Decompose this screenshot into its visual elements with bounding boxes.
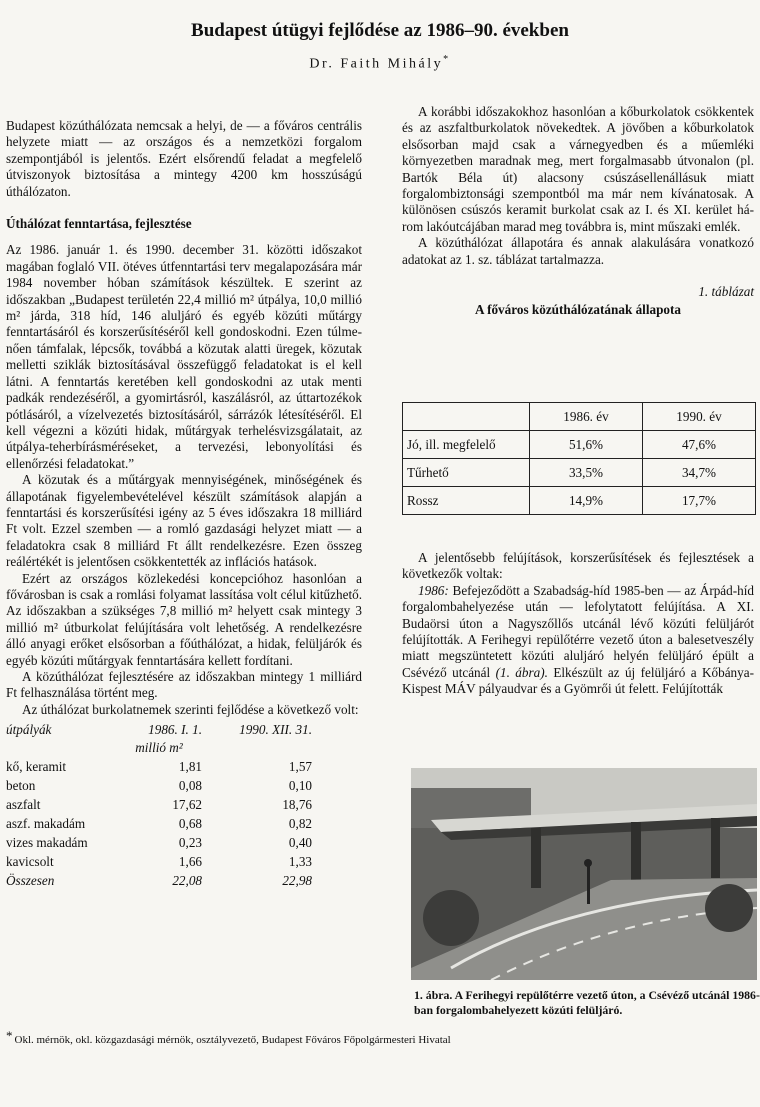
body-paragraph: A közúthálózat állapotára és annak alakulására vonatkozó adatokat az 1. sz. táblázat tartalmazza. — [402, 235, 754, 267]
table-number: 1. táblázat — [698, 284, 754, 300]
table-row — [6, 833, 312, 852]
cell: kavicsolt — [6, 854, 54, 870]
header-cell: 1990. XII. 31. — [239, 722, 312, 738]
footnote-text: Okl. mérnök, okl. közgazdasági mérnök, osztályvezető, Budapest Főváros Főpolgármesteri Hivatal — [14, 1034, 451, 1046]
author-line — [0, 54, 760, 73]
cell: 0,08 — [178, 778, 202, 794]
cell: 22,98 — [282, 873, 312, 889]
cell: Tűrhető — [403, 459, 530, 487]
body-paragraph: A korábbi időszakokhoz hasonlóan a kőburkolatok csökkentek és az aszfaltburkolatok növekedtek. A jövőben a kőburkolatok elsősorban majd csak a várnegyedben és a műemléki környezetben maradnak meg, mert forgalmasabb útvonalon (pl. Bartók Béla út) alacsony csúszásellenállásuk miatt forgalombiztonsági szempontból ma már nem kívánatosak. A különösen csúszós keramit burkolat csak az I. és XI. kerület három lakóutcájában marad meg továbbra is, mint műszaki emlék. — [402, 104, 754, 234]
header-cell: 1990. év — [643, 403, 756, 431]
cell: kő, keramit — [6, 759, 67, 775]
author-footnote-mark: * — [443, 54, 451, 65]
body-paragraph-1986 — [402, 583, 754, 698]
body-paragraph: A közutak és a műtárgyak mennyiségének, minőségének és állapotának figyelembevételével készült számítások alapján a fenntartási és korszerűsítési igény az 5 éves időszakra 18 milliárd Ft volt. Ezzel szemben — a romló gazdasági helyzet miatt — a feladatokra csak 8 milliárd Ft állt rendelkezésre. Ezen összeg reálértékét is jelentősen csökkentették az inflációs hatások. — [6, 472, 362, 570]
body-paragraph: Az úthálózat burkolatnemek szerinti fejlődése a következő volt: — [22, 701, 359, 717]
article-title: Budapest útügyi fejlődése az 1986–90. években — [191, 20, 569, 41]
cell: 1,33 — [288, 854, 312, 870]
overpass-photo — [411, 768, 757, 980]
cell: 0,23 — [178, 835, 202, 851]
right-column — [402, 104, 754, 319]
cell: 1,81 — [178, 759, 202, 775]
cell: 18,76 — [282, 797, 312, 813]
unit-row — [6, 739, 312, 757]
table-row — [403, 431, 756, 459]
left-column — [6, 118, 362, 890]
footnote-mark: * — [6, 1028, 13, 1043]
header-cell: 1986. I. 1. — [148, 722, 202, 738]
section-heading: Úthálózat fenntartása, fejlesztése — [6, 216, 192, 232]
table-row — [403, 487, 756, 515]
cell: 22,08 — [172, 873, 202, 889]
right-column-lower — [402, 550, 754, 698]
cell: 34,7% — [643, 459, 756, 487]
body-paragraph: Az 1986. január 1. és 1990. december 31. közötti időszakot magában foglaló VII. ötéves útfenntartási terv megalapozására már 1984 november hóban számítások készültek. E szerint az időszakban „Budapest területén 22,4 millió m² útpálya, 10,0 millió m² járda, 318 híd, 146 aluljáró és egyéb közúti műtárgy fenntartásáról és korszerűsítéséről kell gondoskodni. Ezen túlmenően támfalak, lépcsők, továbbá a közutak alatti üregek, közutak melletti sziklák biztosításával összefüggő feladatokat is el kell látni. A fenntartás keretében kell gondoskodni az utak menti padkák rendezéséről, a gyomirtásról, kaszálásról, az úttartozékok pótlásáról, a vízelvezetés biztosításáról, sárrázók létesítéséről. El kell végezni a közúti hidak, műtárgyak terhelésvizsgálatait, az útpálya-teherbírásméréseket, a tervezési, lebonyolítási és ellenőrzési feladatokat.” — [6, 242, 362, 471]
table-row — [6, 814, 312, 833]
overpass-photo-image — [411, 768, 757, 980]
header-cell — [403, 403, 530, 431]
table-row — [6, 795, 312, 814]
cell: Rossz — [403, 487, 530, 515]
cell: aszfalt — [6, 797, 41, 813]
cell: 1,57 — [288, 759, 312, 775]
table-title: A főváros közúthálózatának állapota — [474, 302, 681, 318]
paragraph-text: Elkészült az új felüljáró a Kőbánya-Kispest MÁV pályaudvar és a Gyömrői út felett. Felújították — [402, 664, 754, 697]
cell: 1,66 — [178, 854, 202, 870]
table-header-row — [403, 403, 756, 431]
cell: 0,82 — [288, 816, 312, 832]
cell: 47,6% — [643, 431, 756, 459]
cell: 14,9% — [530, 487, 643, 515]
cell: Összesen — [6, 873, 55, 889]
cell: 17,62 — [172, 797, 202, 813]
unit-label: millió m² — [135, 740, 183, 756]
cell: 0,10 — [288, 778, 312, 794]
table-row — [6, 852, 312, 871]
cell: 17,7% — [643, 487, 756, 515]
cell: beton — [6, 778, 36, 794]
author-name: Dr. Faith Mihály — [309, 56, 444, 72]
body-paragraph: A közúthálózat fejlesztésére az időszakban mintegy 1 milliárd Ft felhasználása történt meg. — [6, 669, 362, 701]
cell: vizes makadám — [6, 835, 88, 851]
table-row — [6, 757, 312, 776]
table-header-row — [6, 720, 312, 739]
surface-type-table — [6, 720, 312, 890]
cell: 0,40 — [288, 835, 312, 851]
table-row — [403, 459, 756, 487]
cell: 0,68 — [178, 816, 202, 832]
figure-caption: 1. ábra. A Ferihegyi repülőtérre vezető úton, a Csévéző utcánál 1986-ban forgalombahelyezett közúti felüljáró. — [414, 988, 760, 1017]
table-row — [6, 776, 312, 795]
cell: aszf. makadám — [6, 816, 86, 832]
cell: 33,5% — [530, 459, 643, 487]
footnote — [6, 1028, 451, 1046]
paragraph-text: Befejeződött a Szabadság-híd 1985-ben — az Árpád-híd forgalombahelyezése után — lefolytatott felújítása. A XI. Budaörsi úton a Nagyszőllős utcánál lévő közúti felüljárót felújították. A Ferihegyi repülőtérre vezető úton a balesetveszély miatt megszüntetett közúti aluljáró helyén felüljáró épült a Csévéző utcánál — [402, 582, 754, 680]
header-cell: útpályák — [6, 722, 52, 738]
total-row — [6, 871, 312, 890]
year-label: 1986: — [418, 582, 449, 598]
cell: Jó, ill. megfelelő — [403, 431, 530, 459]
body-paragraph: Ezért az országos közlekedési koncepcióhoz hasonlóan a fővárosban is csak a romlási folyamat lassítása volt célul kitűzhető. Az időszakban a szükséges 7,8 millió m² helyett csak mintegy 3 millió m² útburkolat felújítására volt lehetőség. A rendelkezésre álló anyagi erőket elsősorban a főúthálózat, a hidak, felüljárók és egyéb közúti műtárgyak fenntartására kellett fordítani. — [6, 570, 362, 668]
cell: 51,6% — [530, 431, 643, 459]
body-paragraph: A jelentősebb felújítások, korszerűsítések és fejlesztések a következők voltak: — [402, 550, 754, 582]
road-condition-table — [402, 402, 756, 515]
figure-reference: (1. ábra). — [495, 664, 548, 680]
intro-paragraph: Budapest közúthálózata nemcsak a helyi, de — a főváros centrális helyzete miatt — az országos és a nemzetközi forgalom szempontjából is jelentős. Ezért elsőrendű feladat a megfelelő útviszonyok biztosítása a mintegy 4200 km hosszúságú úthálózaton. — [6, 118, 362, 199]
header-cell: 1986. év — [530, 403, 643, 431]
